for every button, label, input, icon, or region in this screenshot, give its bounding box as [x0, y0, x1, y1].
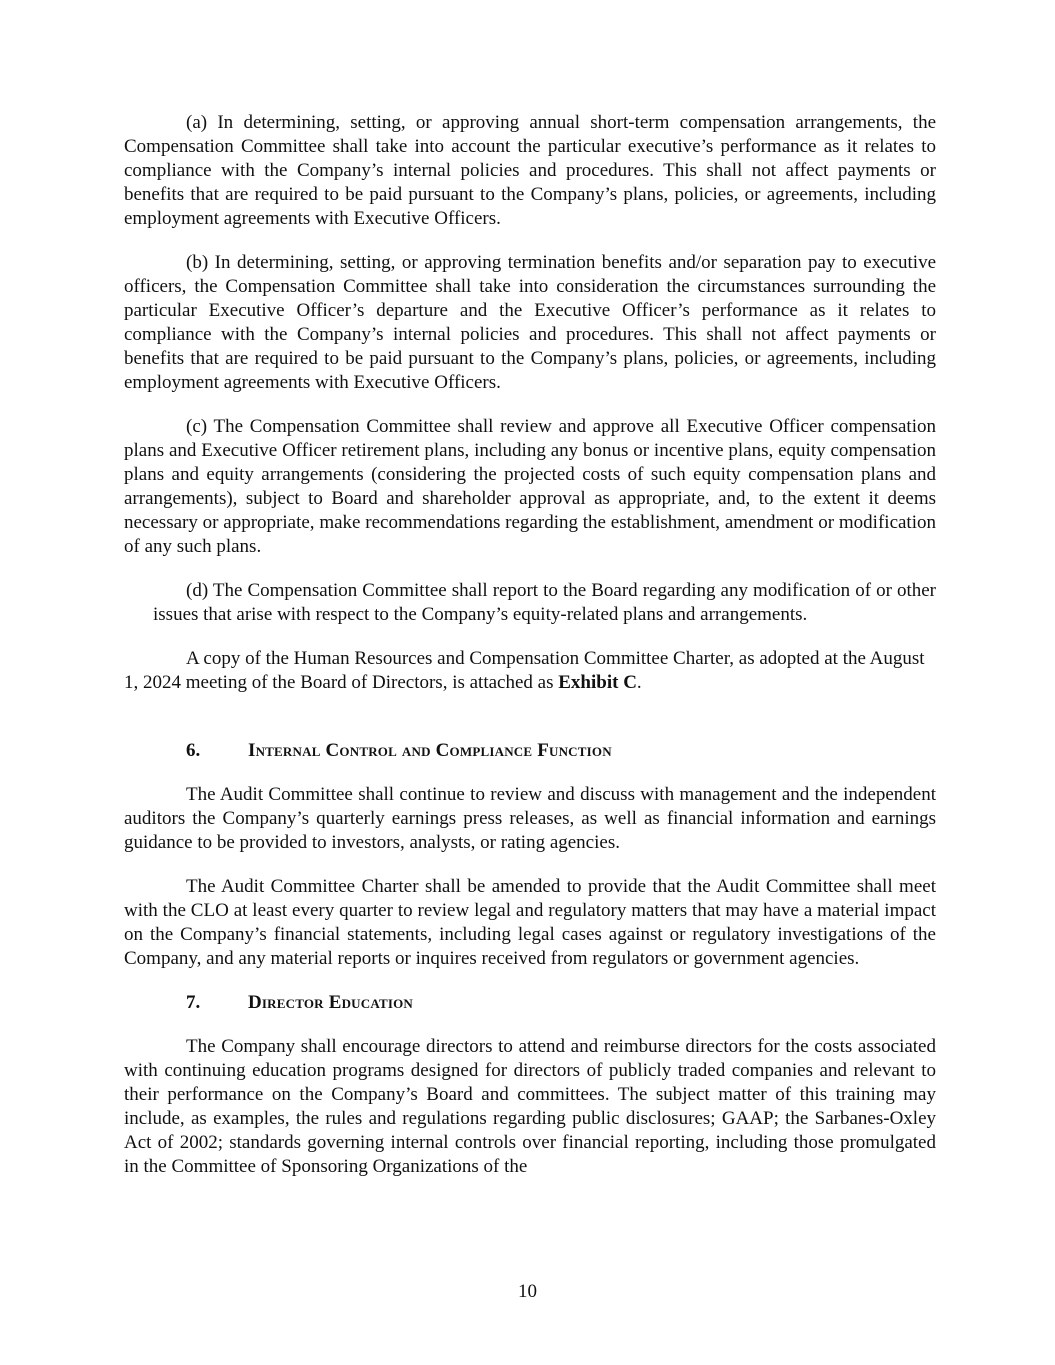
section-6-paragraph-2: The Audit Committee Charter shall be amended to provide that the Audit Committee shall meet with the CLO at least every quarter to review legal and regulatory matters that may have a material impact on the Company’s financial statements, including legal cases against or regulatory investigations of the Company, and any material reports or inquires received from regulators or government agencies. — [124, 876, 936, 969]
exhibit-reference: Exhibit C — [558, 672, 637, 693]
charter-copy-text: A copy of the Human Resources and Compensation Committee Charter, as adopted at the August 1, 2024 meeting of the Board of Directors, is attached as — [124, 648, 925, 693]
page-number: 10 — [518, 1281, 537, 1302]
section-7-heading — [124, 991, 936, 1015]
section-7-paragraph-1: The Company shall encourage directors to attend and reimburse directors for the costs associated with continuing education programs designed for directors of publicly traded companies and relevant to their performance on the Company’s Board and committees. The subject matter of this training may include, as examples, the rules and regulations regarding public disclosures; GAAP; the Sarbanes-Oxley Act of 2002; standards governing internal controls over financial reporting, including those promulgated in the Committee of Sponsoring Organizations of the — [124, 1036, 936, 1177]
section-6-paragraph-1: The Audit Committee shall continue to review and discuss with management and the independent auditors the Company’s quarterly earnings press releases, as well as financial information and earnings guidance to be provided to investors, analysts, or rating agencies. — [124, 784, 936, 853]
charter-copy-end: . — [636, 672, 642, 693]
section-6-title: Internal Control and Compliance Function — [248, 740, 612, 761]
paragraph-c: (c) The Compensation Committee shall review and approve all Executive Officer compensation plans and Executive Officer retirement plans, including any bonus or incentive plans, equity compensation plans and equity arrangements (considering the projected costs of such equity compensation plans and arrangements), subject to Board and shareholder approval as appropriate, and, to the extent it deems necessary or appropriate, make recommendations regarding the establishment, amendment or modification of any such plans. — [124, 416, 936, 557]
page-content — [124, 111, 936, 1179]
section-7-number: 7. — [186, 992, 201, 1013]
paragraph-d: (d) The Compensation Committee shall report to the Board regarding any modification of or other issues that arise with respect to the Company’s equity-related plans and arrangements. — [153, 580, 936, 625]
paragraph-b: (b) In determining, setting, or approving termination benefits and/or separation pay to executive officers, the Compensation Committee shall take into consideration the circumstances surrounding the particular Executive Officer’s departure and the Executive Officer’s performance as it relates to compliance with the Company’s internal policies and procedures. This shall not affect payments or benefits that are required to be paid pursuant to the Company’s plans, policies, or agreements, including employment agreements with Executive Officers. — [124, 252, 936, 393]
section-6-heading — [124, 739, 936, 763]
paragraph-a: (a) In determining, setting, or approving annual short-term compensation arrangements, the Compensation Committee shall take into account the particular executive’s performance as it relates to compliance with the Company’s internal policies and procedures. This shall not affect payments or benefits that are required to be paid pursuant to the Company’s plans, policies, or agreements, including employment agreements with Executive Officers. — [124, 112, 936, 229]
paragraph-charter-copy — [124, 647, 936, 695]
section-7-title: Director Education — [248, 992, 414, 1013]
section-6-number: 6. — [186, 740, 201, 761]
